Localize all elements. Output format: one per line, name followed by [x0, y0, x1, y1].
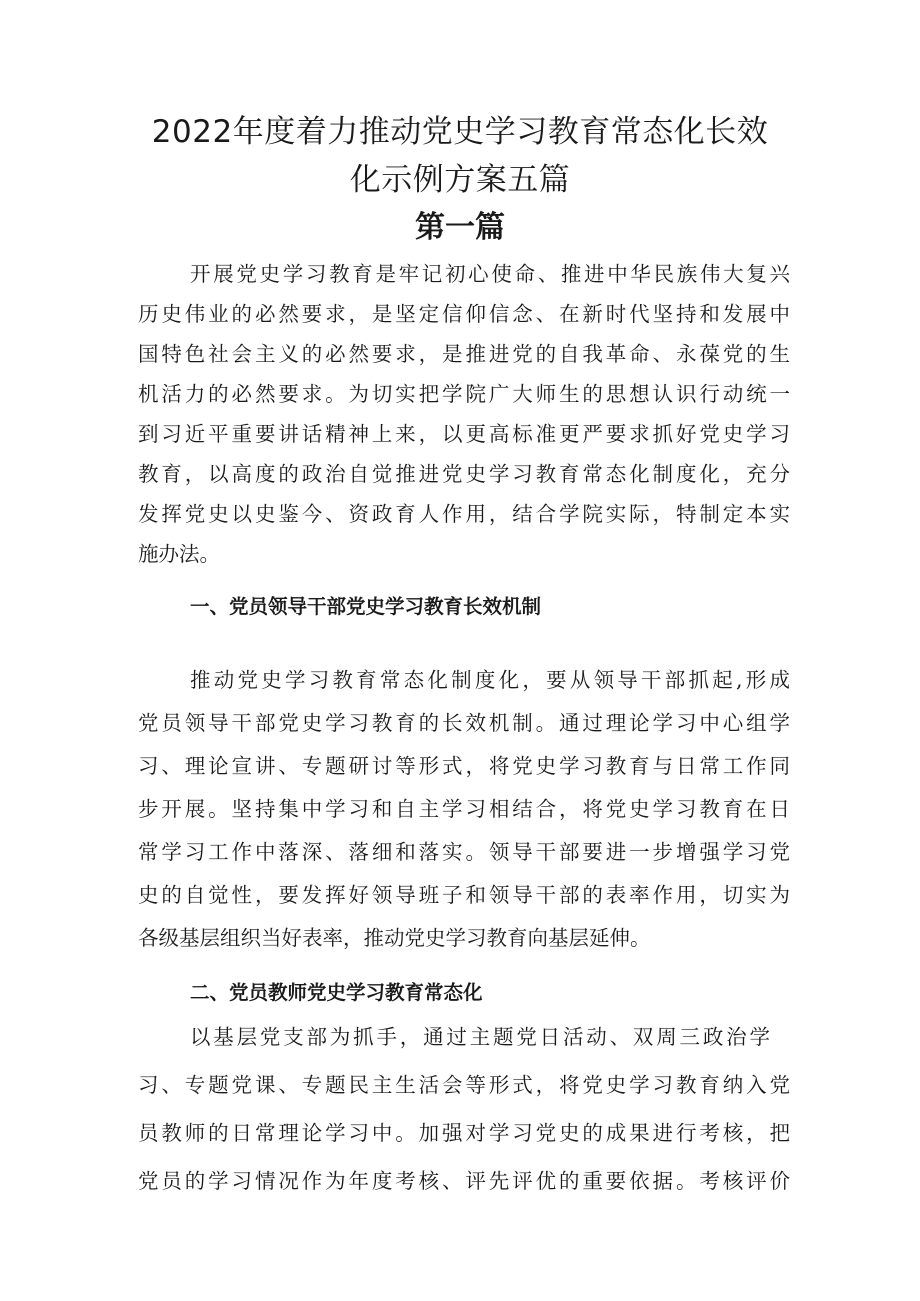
paragraph-2-line: 党员领导干部党史学习教育的长效机制。通过理论学习中心组学 [138, 711, 790, 735]
paragraph-3-line: 习、专题党课、专题民主生活会等形式，将党史学习教育纳入党 [138, 1073, 790, 1097]
paragraph-1-line: 开展党史学习教育是牢记初心使命、推进中华民族伟大复兴 [190, 262, 790, 286]
document-title-line-1: 2022年度着力推动党史学习教育常态化长效 [151, 114, 769, 150]
paragraph-1-line: 教育，以高度的政治自觉推进党史学习教育常态化制度化，充分 [138, 462, 790, 486]
paragraph-2-line: 常学习工作中落深、落细和落实。领导干部要进一步增强学习党 [138, 840, 790, 864]
section-heading-1: 一、党员领导干部党史学习教育长效机制 [190, 595, 542, 618]
paragraph-3-line: 以基层党支部为抓手，通过主题党日活动、双周三政治学 [190, 1025, 770, 1049]
paragraph-2-line: 各级基层组织当好表率，推动党史学习教育向基层延伸。 [138, 926, 651, 950]
paragraph-3-line: 党员的学习情况作为年度考核、评先评优的重要依据。考核评价 [138, 1169, 790, 1193]
document-title-line-2: 化示例方案五篇 [349, 162, 571, 198]
paragraph-1-line: 国特色社会主义的必然要求，是推进党的自我革命、永葆党的生 [138, 342, 790, 366]
paragraph-1-line: 历史伟业的必然要求，是坚定信仰信念、在新时代坚持和发展中 [138, 302, 790, 326]
paragraph-2-line: 推动党史学习教育常态化制度化，要从领导干部抓起,形成 [190, 668, 790, 692]
paragraph-3-line: 员教师的日常理论学习中。加强对学习党史的成果进行考核，把 [138, 1121, 790, 1145]
paragraph-2-line: 步开展。坚持集中学习和自主学习相结合，将党史学习教育在日 [138, 797, 790, 821]
section-heading-2: 二、党员教师党史学习教育常态化 [190, 981, 483, 1004]
paragraph-2-line: 史的自觉性，要发挥好领导班子和领导干部的表率作用，切实为 [138, 883, 790, 907]
paragraph-2-line: 习、理论宣讲、专题研讨等形式，将党史学习教育与日常工作同 [138, 754, 790, 778]
part-title: 第一篇 [415, 210, 505, 245]
paragraph-1-line: 施办法。 [138, 542, 220, 566]
paragraph-1-line: 发挥党史以史鉴今、资政育人作用，结合学院实际，特制定本实 [138, 502, 790, 526]
paragraph-1-line: 到习近平重要讲话精神上来，以更高标准更严要求抓好党史学习 [138, 422, 790, 446]
paragraph-1-line: 机活力的必然要求。为切实把学院广大师生的思想认识行动统一 [138, 382, 790, 406]
